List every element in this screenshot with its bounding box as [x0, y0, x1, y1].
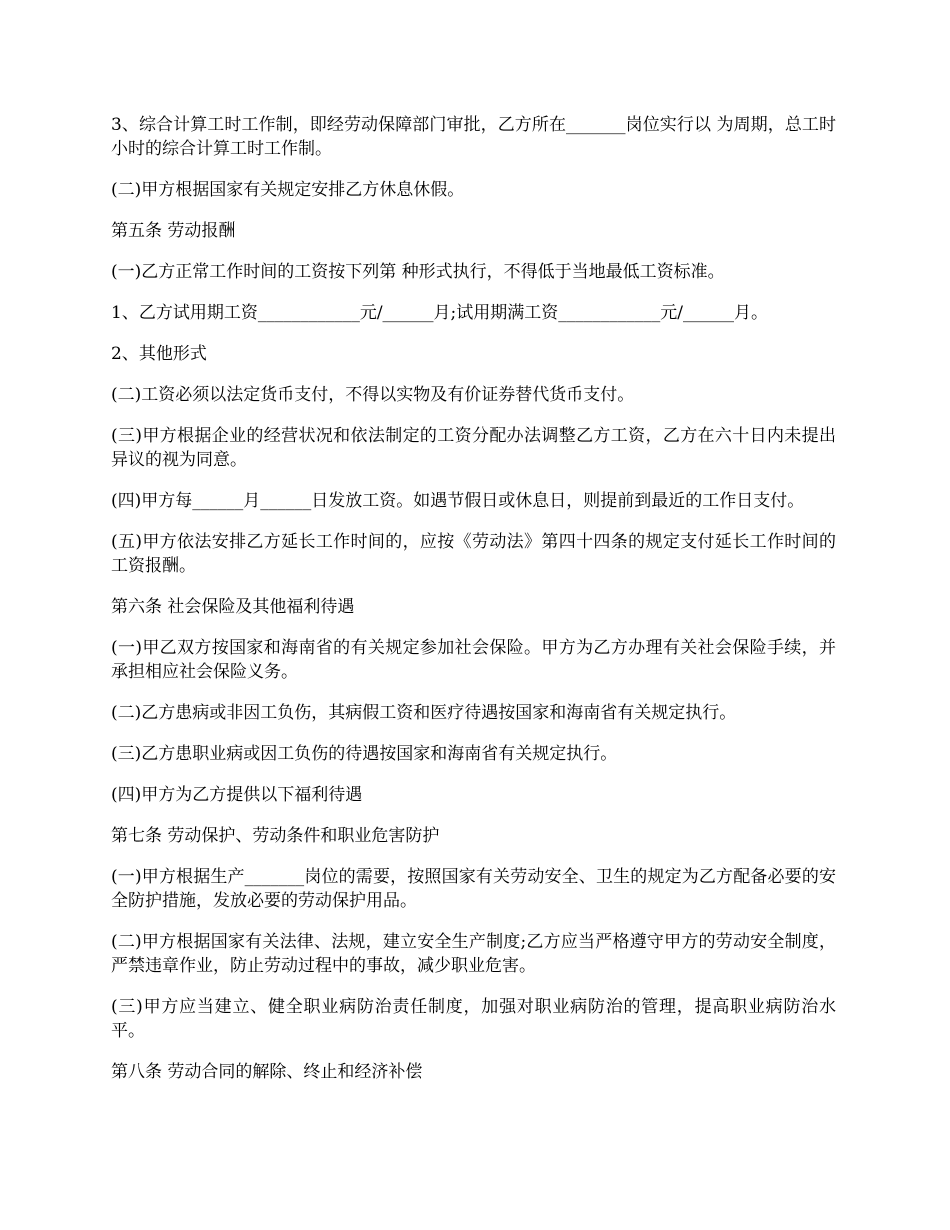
paragraph-probation-wage: 1、乙方试用期工资____________元/______月;试用期满工资____________元/______月。	[111, 303, 768, 323]
article-6-heading: 第六条 社会保险及其他福利待遇	[111, 597, 355, 617]
paragraph-overtime-pay: (五)甲方依法安排乙方延长工作时间的，应按《劳动法》第四十四条的规定支付延长工作时间的工资报酬。	[111, 532, 836, 576]
article-8-heading: 第八条 劳动合同的解除、终止和经济补偿	[111, 1062, 423, 1082]
document-page	[111, 113, 836, 1101]
paragraph-sick-leave: (二)乙方患病或非因工负伤，其病假工资和医疗待遇按国家和海南省有关规定执行。	[111, 703, 737, 723]
paragraph-wage-adjustment: (三)甲方根据企业的经营状况和依法制定的工资分配办法调整乙方工资，乙方在六十日内未提出异议的视为同意。	[111, 426, 836, 470]
paragraph-social-insurance: (一)甲乙双方按国家和海南省的有关规定参加社会保险。甲方为乙方办理有关社会保险手续，并承担相应社会保险义务。	[111, 638, 836, 682]
paragraph-payday: (四)甲方每______月______日发放工资。如遇节假日或休息日，则提前到最近的工作日支付。	[111, 491, 805, 511]
paragraph-safety-equipment: (一)甲方根据生产_______岗位的需要，按照国家有关劳动安全、卫生的规定为乙方配备必要的安全防护措施，发放必要的劳动保护用品。	[111, 867, 836, 911]
paragraph-occupational-injury: (三)乙方患职业病或因工负伤的待遇按国家和海南省有关规定执行。	[111, 744, 618, 764]
paragraph-legal-currency: (二)工资必须以法定货币支付，不得以实物及有价证券替代货币支付。	[111, 385, 635, 405]
paragraph-rest-leave: (二)甲方根据国家有关规定安排乙方休息休假。	[111, 180, 465, 200]
paragraph-wage-form: (一)乙方正常工作时间的工资按下列第 种形式执行，不得低于当地最低工资标准。	[111, 262, 725, 282]
paragraph-other-form: 2、其他形式	[111, 344, 207, 364]
paragraph-disease-prevention: (三)甲方应当建立、健全职业病防治责任制度，加强对职业病防治的管理，提高职业病防治水平。	[111, 997, 836, 1041]
paragraph-safety-system: (二)甲方根据国家有关法律、法规，建立安全生产制度;乙方应当严格遵守甲方的劳动安全制度，严禁违章作业，防止劳动过程中的事故，减少职业危害。	[111, 932, 836, 976]
paragraph-work-hours-3: 3、综合计算工时工作制，即经劳动保障部门审批，乙方所在_______岗位实行以 为周期，总工时 小时的综合计算工时工作制。	[111, 115, 836, 159]
article-7-heading: 第七条 劳动保护、劳动条件和职业危害防护	[111, 826, 440, 846]
article-5-heading: 第五条 劳动报酬	[111, 221, 236, 241]
paragraph-welfare: (四)甲方为乙方提供以下福利待遇	[111, 785, 363, 805]
